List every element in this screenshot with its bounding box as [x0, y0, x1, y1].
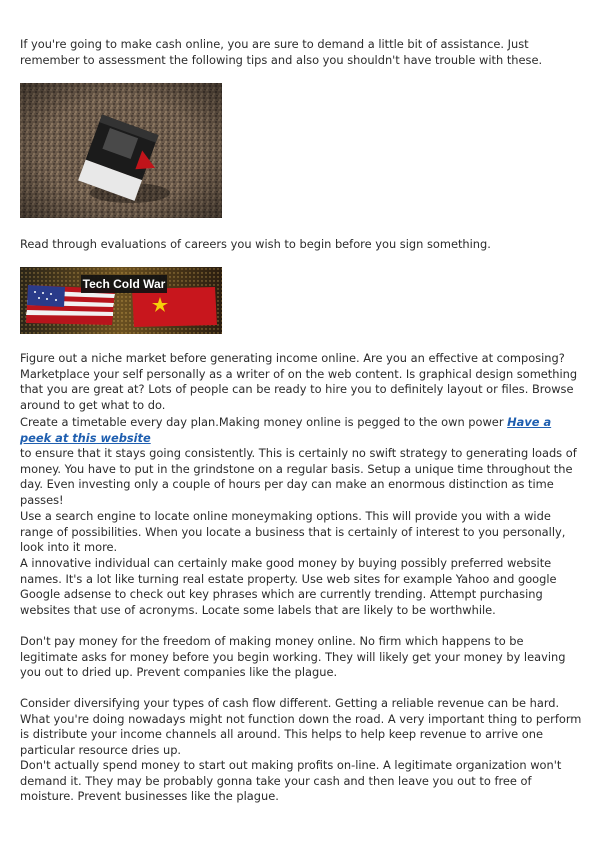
paragraph-website-names: A innovative individual can certainly make good money by buying possibly preferred website names. It's a lot like turning real estate property. Use web sites for example Yahoo and google Google adsense to check out key phrases which are currently trending. Attempt purchasing websites that use of acronyms. Locate some labels that are likely to be worthwhile. — [20, 556, 557, 617]
paragraph-consistency: to ensure that it stays going consistently. This is certainly no swift strategy to generating loads of money. You have to put in the grindstone on a regular basis. Setup a unique time throughout the day. Even investing only a couple of hours per day can make an enormous distinction as time passes! — [20, 446, 577, 507]
paragraph-no-spend: Don't actually spend money to start out making profits on-line. A legitimate organization won't demand it. They may be probably gonna take your cash and then leave you out to free of moisture. Prevent businesses like the plague. — [20, 758, 562, 803]
timetable-text: Create a timetable every day plan.Making money online is pegged to the own power — [20, 415, 508, 429]
tech-cold-war-banner — [20, 267, 222, 334]
paragraph-no-pay: Don't pay money for the freedom of making money online. No firm which happens to be legitimate asks for money before you begin working. They will likely get your money by leaving you out to dried up. Prevent companies like the plague. — [20, 634, 566, 679]
paragraph-evaluations: Read through evaluations of careers you wish to begin before you sign something. — [20, 237, 491, 251]
banner-caption: Tech Cold War — [82, 277, 166, 291]
paragraph-search-engine: Use a search engine to locate online moneymaking options. This will provide you with a wide range of possibilities. When you locate a business that is certainly of interest to you personally, look into it more. — [20, 509, 566, 554]
website-link[interactable]: Have a peek at this website — [20, 415, 552, 445]
paragraph-intro: If you're going to make cash online, you are sure to demand a little bit of assistance. Just remember to assessment the following tips and also you shouldn't have trouble with these. — [20, 37, 543, 67]
paragraph-diversify: Consider diversifying your types of cash flow different. Getting a reliable revenue can be hard. What you're doing nowadays might not function down the road. A very important thing to perform is distribute your income channels all around. This helps to help keep revenue to arrive one particular resource dries up. — [20, 696, 582, 757]
paragraph-niche: Figure out a niche market before generating income online. Are you an effective at composing? Marketplace your self personally as a writer of on the web content. Is graphical design something that you are great at? Lots of people can be ready to hire you to definitely layout or files. Browse around to get what to do. — [20, 351, 578, 412]
paragraph-timetable — [20, 415, 582, 446]
cigarette-pack-photo — [20, 83, 222, 218]
